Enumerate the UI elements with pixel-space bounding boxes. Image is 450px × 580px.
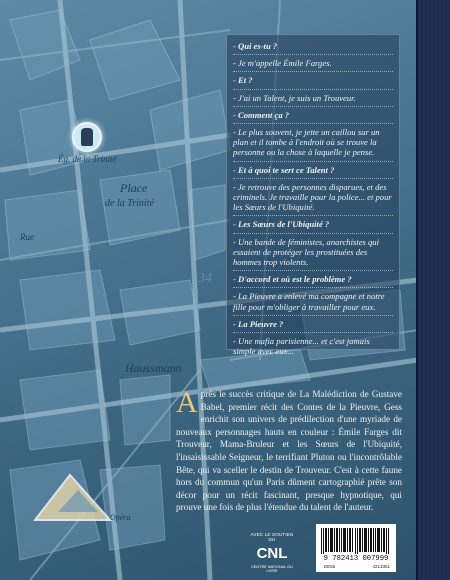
- synopsis-text: près le succès critique de La Malédiction de Gustave Babel, premier récit des Contes de la Pieuvre, Gess enrichit son univers de prédilection d'une myriade de nouveaux personnages hauts en couleur : Émile Farges dit Trouveur, Mama-Bruleur et les Sœurs de l'Ubiquité, l'insaisissable Seigneur, le terrifiant Pluton ou l'incontrôlable Bête, qui va sceller le destin de Trouveur. C'est à cette faune hors du commun qu'un Paris dûment cartographié prête son décor pour un récit fascinant, presque hypnotique, qui prouve une fois de plus l'étendue du talent de l'auteur.: [176, 389, 402, 513]
- map-label-place: Place: [120, 181, 148, 195]
- barcode: [316, 524, 396, 572]
- dialogue-line: - J'ai un Talent, je suis un Trouveur.: [233, 90, 393, 107]
- map-label-de-la-trinite: de la Trinité: [105, 198, 154, 209]
- map-label-number: 34: [198, 271, 212, 286]
- dialogue-line: - Et ?: [233, 72, 393, 89]
- location-pin-icon: [72, 122, 102, 152]
- barcode-digits: 9 782413 007999: [323, 555, 389, 563]
- dialogue-line: - Les Sœurs de l'Ubiquité ?: [233, 216, 393, 233]
- dialogue-list: [227, 35, 399, 359]
- book-spine: [416, 0, 450, 580]
- barcode-code-left: DE55: [324, 564, 336, 569]
- cnl-logo: [247, 532, 297, 574]
- map-label-trinite: Ég. de la Trinité: [58, 154, 117, 164]
- dialogue-line: - Le plus souvent, je jette un caillou sur un plan et il tombe à l'endroit où se trouve la personne ou la chose à laquelle je pense.: [233, 124, 393, 162]
- barcode-bars: [321, 528, 391, 554]
- cnl-logo-top: AVEC LE SOUTIEN DU: [250, 532, 294, 542]
- dialogue-line: - Et à quoi te sert ce Talent ?: [233, 162, 393, 179]
- dialogue-box: [226, 34, 400, 357]
- synopsis: [176, 388, 402, 514]
- dialogue-line: - Je m'appelle Émile Farges.: [233, 55, 393, 72]
- barcode-code-right: 4213351: [372, 564, 390, 569]
- dialogue-line: - D'accord et où est le problème ?: [233, 271, 393, 288]
- map-label-haussmann: Haussmann: [125, 361, 182, 375]
- dialogue-line: - La Pieuvre a enlevé ma compagne et notre fille pour m'obliger à travailler pour eux.: [233, 288, 393, 315]
- dialogue-line: - Je retrouve des personnes disparues, et des criminels. Je travaille pour la police... et pour les Sœurs de l'Ubiquité.: [233, 179, 393, 217]
- dialogue-line: - La Pieuvre ?: [233, 316, 393, 333]
- drop-cap: A: [176, 386, 198, 419]
- figure-icon: [81, 128, 93, 146]
- dialogue-line: - Comment ça ?: [233, 107, 393, 124]
- cnl-logo-mark: CNL: [256, 545, 288, 562]
- cnl-logo-bottom: CENTRE NATIONAL DU LIVRE: [251, 565, 293, 573]
- dialogue-line: - Une mafia parisienne... et c'est jamais simple avec eux...: [233, 336, 370, 357]
- dialogue-line: - Une bande de féministes, anarchistes qui essaient de protéger les prostituées des hommes trop violents.: [233, 234, 393, 272]
- map-label-rue: Rue: [20, 232, 34, 242]
- map-label-opera: Opéra: [110, 513, 131, 522]
- dialogue-line: - Qui es-tu ?: [233, 38, 393, 55]
